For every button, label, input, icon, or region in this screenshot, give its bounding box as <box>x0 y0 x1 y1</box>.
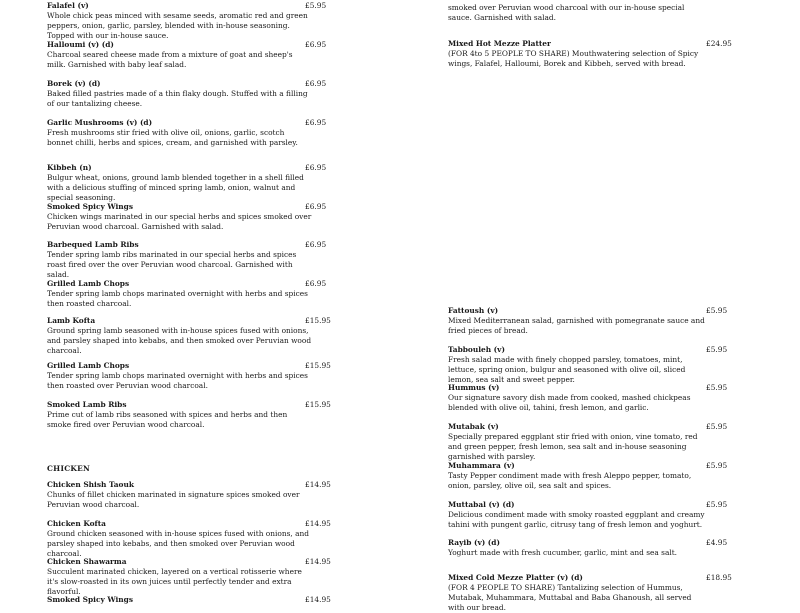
item-description: Mixed Mediterranean salad, garnished with pomegranate sauce and fried pieces of bread. <box>448 316 705 335</box>
item-name: Garlic Mushrooms (v) (d) <box>47 118 153 127</box>
item-name: Rayib (v) (d) <box>448 538 500 547</box>
menu-item-chicken-kofta <box>47 519 331 559</box>
item-name: Barbequed Lamb Ribs <box>47 240 139 249</box>
item-description: Tasty Pepper condiment made with fresh Aleppo pepper, tomato, onion, parsley, olive oil, sea salt and spices. <box>448 471 692 490</box>
item-name: Grilled Lamb Chops <box>47 279 130 288</box>
section-heading-chicken: CHICKEN <box>47 464 91 473</box>
item-description: Bulgur wheat, onions, ground lamb blended together in a shell filled with a delicious stuffing of minced spring lamb, onion, walnut and special seasoning. <box>47 173 304 202</box>
item-name: Smoked Spicy Wings <box>47 202 134 211</box>
item-description: Chicken wings marinated in our special herbs and spices smoked over Peruvian wood charcoal. Garnished with salad. <box>47 212 312 231</box>
item-description: (FOR 4 PEOPLE TO SHARE) Tantalizing selection of Hummus, Mutabak, Muhammara, Muttabal and Baba Ghanoush, all served with our bread. <box>448 583 692 612</box>
item-price: £6.95 <box>305 163 327 172</box>
item-description: Yoghurt made with fresh cucumber, garlic, mint and sea salt. <box>448 548 678 557</box>
menu-item-muhammara <box>448 461 728 491</box>
item-description: Our signature savory dish made from cooked, mashed chickpeas blended with olive oil, tahini, fresh lemon, and garlic. <box>448 393 691 412</box>
item-description: (FOR 4to 5 PEOPLE TO SHARE) Mouthwatering selection of Spicy wings, Falafel, Halloumi, Borek and Kibbeh, served with bread. <box>448 49 699 68</box>
item-name: Mixed Hot Mezze Platter <box>448 39 551 48</box>
menu-item-hummus <box>448 383 728 413</box>
menu-item-kibbeh <box>47 163 327 203</box>
item-price: £6.95 <box>305 79 327 88</box>
item-name: Mutabak (v) <box>448 422 499 431</box>
menu-item-borek <box>47 79 327 109</box>
item-price: £14.95 <box>305 480 331 489</box>
menu-item-grilled-lamb-chops-main <box>47 361 331 391</box>
item-price: £6.95 <box>305 240 327 249</box>
item-name: Fattoush (v) <box>448 306 499 315</box>
menu-item-fattoush <box>448 306 728 336</box>
item-name: Halloumi (v) (d) <box>47 40 114 49</box>
item-description: Ground chicken seasoned with in-house spices fused with onions, and parsley shaped into kebabs, and then smoked over Peruvian wood charcoal. <box>47 529 309 558</box>
menu-item-tabbouleh <box>448 345 728 385</box>
menu-item-smoked-lamb-ribs <box>47 400 331 430</box>
item-name: Muhammara (v) <box>448 461 515 470</box>
menu-item-smoked-spicy-wings-main <box>47 595 331 605</box>
item-description: Baked filled pastries made of a thin flaky dough. Stuffed with a filling of our tantalizing cheese. <box>47 89 308 108</box>
item-description: Prime cut of lamb ribs seasoned with spices and herbs and then smoke fired over Peruvian wood charcoal. <box>47 410 288 429</box>
menu-item-continued <box>448 3 710 23</box>
item-description: Specially prepared eggplant stir fried with onion, vine tomato, red and green pepper, fresh lemon, sea salt and in-house seasoning garnished with parsley. <box>448 432 698 461</box>
item-price: £5.95 <box>706 383 728 392</box>
menu-item-smoked-spicy-wings <box>47 202 327 232</box>
menu-item-chicken-shawarma <box>47 557 331 597</box>
menu-item-muttabal <box>448 500 728 530</box>
item-name: Kibbeh (n) <box>47 163 92 172</box>
item-name: Smoked Spicy Wings <box>47 595 134 604</box>
item-price: £5.95 <box>706 461 728 470</box>
menu-item-lamb-kofta <box>47 316 331 356</box>
menu-item-grilled-lamb-chops-starter <box>47 279 327 309</box>
item-description: Tender spring lamb chops marinated overnight with herbs and spices then roasted charcoal. <box>47 289 308 308</box>
menu-item-halloumi <box>47 40 327 70</box>
item-description: Succulent marinated chicken, layered on a vertical rotisserie where it's slow-roasted in its own juices until perfectly tender and extra flavorful. <box>47 567 302 596</box>
item-price: £15.95 <box>305 361 331 370</box>
item-price: £5.95 <box>305 1 327 10</box>
item-price: £14.95 <box>305 519 331 528</box>
item-description: Delicious condiment made with smoky roasted eggplant and creamy tahini with pungent garlic, citrusy tang of fresh lemon and yoghurt. <box>448 510 705 529</box>
menu-item-garlic-mushrooms <box>47 118 327 148</box>
item-description: Tender spring lamb ribs marinated in our special herbs and spices roast fired over the over Peruvian wood charcoal. Garnished with salad. <box>47 250 297 279</box>
item-name: Falafel (v) <box>47 1 89 10</box>
item-price: £14.95 <box>305 595 331 604</box>
item-price: £6.95 <box>305 279 327 288</box>
item-name: Muttabal (v) (d) <box>448 500 515 509</box>
item-name: Hummus (v) <box>448 383 500 392</box>
item-price: £15.95 <box>305 400 331 409</box>
item-name: Chicken Shish Taouk <box>47 480 134 489</box>
menu-item-mutabak <box>448 422 728 462</box>
item-price: £18.95 <box>706 573 732 582</box>
item-name: Borek (v) (d) <box>47 79 101 88</box>
item-description: Chunks of fillet chicken marinated in signature spices smoked over Peruvian wood charcoal. <box>47 490 300 509</box>
item-price: £5.95 <box>706 500 728 509</box>
item-price: £24.95 <box>706 39 732 48</box>
item-price: £6.95 <box>305 40 327 49</box>
item-description: smoked over Peruvian wood charcoal with our in-house special sauce. Garnished with salad. <box>448 3 685 22</box>
item-name: Grilled Lamb Chops <box>47 361 130 370</box>
item-name: Chicken Shawarma <box>47 557 127 566</box>
menu-item-rayib <box>448 538 728 558</box>
item-description: Fresh mushrooms stir fried with olive oil, onions, garlic, scotch bonnet chilli, herbs and spices, cream, and garnished with parsley. <box>47 128 298 147</box>
item-name: Mixed Cold Mezze Platter (v) (d) <box>448 573 583 582</box>
item-description: Fresh salad made with finely chopped parsley, tomatoes, mint, lettuce, spring onion, bulgur and seasoned with olive oil, sliced lemon, sea salt and sweet pepper. <box>448 355 686 384</box>
menu-item-barbequed-lamb-ribs <box>47 240 327 280</box>
item-name: Lamb Kofta <box>47 316 96 325</box>
menu-item-chicken-shish-taouk <box>47 480 331 510</box>
item-description: Tender spring lamb chops marinated overnight with herbs and spices then roasted over Peruvian wood charcoal. <box>47 371 308 390</box>
item-price: £14.95 <box>305 557 331 566</box>
item-price: £6.95 <box>305 118 327 127</box>
item-price: £6.95 <box>305 202 327 211</box>
item-name: Smoked Lamb Ribs <box>47 400 127 409</box>
item-price: £5.95 <box>706 345 728 354</box>
item-price: £4.95 <box>706 538 728 547</box>
item-price: £5.95 <box>706 306 728 315</box>
item-price: £5.95 <box>706 422 728 431</box>
menu-item-mixed-hot-mezze-platter <box>448 39 732 69</box>
menu-item-falafel <box>47 1 327 41</box>
item-description: Charcoal seared cheese made from a mixture of goat and sheep's milk. Garnished with baby leaf salad. <box>47 50 293 69</box>
item-price: £15.95 <box>305 316 331 325</box>
item-description: Whole chick peas minced with sesame seeds, aromatic red and green peppers, onion, garlic, parsley, blended with in-house seasoning. Topped with our in-house sauce. <box>47 11 308 40</box>
item-name: Tabbouleh (v) <box>448 345 505 354</box>
menu-item-mixed-cold-mezze-platter <box>448 573 732 613</box>
item-description: Ground spring lamb seasoned with in-house spices fused with onions, and parsley shaped into kebabs, and then smoked over Peruvian wood charcoal. <box>47 326 312 355</box>
item-name: Chicken Kofta <box>47 519 106 528</box>
